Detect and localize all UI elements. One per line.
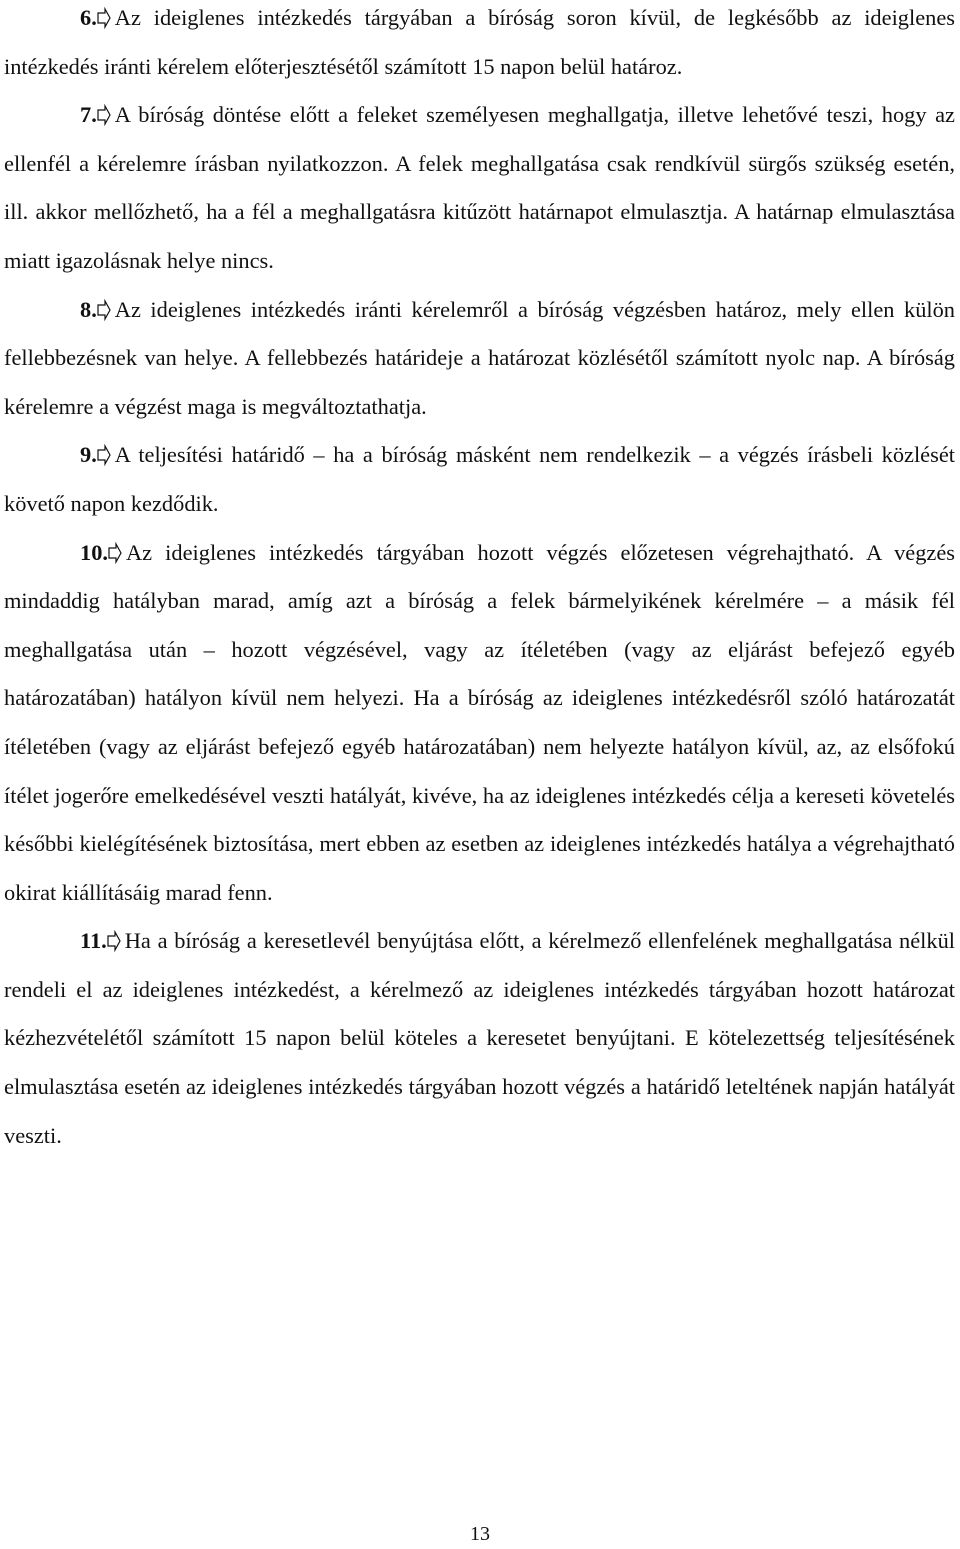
paragraph-number: 11.	[80, 928, 107, 954]
arrow-bullet-icon	[107, 930, 121, 952]
paragraph-text: A teljesítési határidő – ha a bíróság másként nem rendelkezik – a végzés írásbeli közlését követő napon kezdődik.	[4, 442, 955, 516]
paragraph-number: 7.	[80, 102, 97, 128]
document-body	[4, 0, 955, 1160]
paragraph-9	[4, 431, 955, 528]
paragraph-7	[4, 91, 955, 285]
arrow-bullet-icon	[108, 542, 122, 564]
paragraph-number: 9.	[80, 442, 97, 468]
paragraph-text: Ha a bíróság a keresetlevél benyújtása előtt, a kérelmező ellenfelének meghallgatása nélkül rendeli el az ideiglenes intézkedést, a kérelmező az ideiglenes intézkedés tárgyában hozott határozat kézhezvételétől számított 15 napon belül köteles a keresetet benyújtani. E kötelezettség teljesítésének elmulasztása esetén az ideiglenes intézkedés tárgyában hozott végzés a határidő leteltének napján hatályát veszti.	[4, 928, 955, 1148]
paragraph-text: Az ideiglenes intézkedés tárgyában a bíróság soron kívül, de legkésőbb az ideiglenes intézkedés iránti kérelem előterjesztésétől számított 15 napon belül határoz.	[4, 5, 955, 79]
arrow-bullet-icon	[97, 7, 111, 29]
paragraph-11	[4, 917, 955, 1160]
paragraph-6	[4, 0, 955, 91]
paragraph-number: 6.	[80, 5, 97, 30]
paragraph-10	[4, 529, 955, 918]
paragraph-number: 10.	[80, 539, 108, 565]
arrow-bullet-icon	[97, 444, 111, 466]
arrow-bullet-icon	[97, 104, 111, 126]
paragraph-text: A bíróság döntése előtt a feleket személyesen meghallgatja, illetve lehetővé teszi, hogy az ellenfél a kérelemre írásban nyilatkozzon. A felek meghallgatása csak rendkívül sürgős szükség esetén, ill. akkor mellőzhető, ha a fél a meghallgatásra kitűzött határnapot elmulasztja. A határnap elmulasztása miatt igazolásnak helye nincs.	[4, 102, 955, 273]
paragraph-number: 8.	[80, 296, 97, 322]
paragraph-text: Az ideiglenes intézkedés iránti kérelemről a bíróság végzésben határoz, mely ellen külön fellebbezésnek van helye. A fellebbezés határideje a határozat közlésétől számított nyolc nap. A bíróság kérelemre a végzést maga is megváltoztathatja.	[4, 296, 955, 419]
paragraph-text: Az ideiglenes intézkedés tárgyában hozott végzés előzetesen végrehajtható. A végzés mindaddig hatályban marad, amíg azt a bíróság a felek bármelyikének kérelmére – a másik fél meghallgatása után – hozott végzésével, vagy az ítéletében (vagy az eljárást befejező egyéb határozatában) hatályon kívül nem helyezi. Ha a bíróság az ideiglenes intézkedésről szóló határozatát ítéletében (vagy az eljárást befejező egyéb határozatában) nem helyezte hatályon kívül, az, az elsőfokú ítélet jogerőre emelkedésével veszti hatályát, kivéve, ha az ideiglenes intézkedés célja a kereseti követelés későbbi kielégítésének biztosítása, mert ebben az esetben az ideiglenes intézkedés hatálya a végrehajtható okirat kiállításáig marad fenn.	[4, 539, 955, 905]
paragraph-8	[4, 286, 955, 432]
arrow-bullet-icon	[97, 299, 111, 321]
page-number: 13	[470, 1523, 490, 1545]
